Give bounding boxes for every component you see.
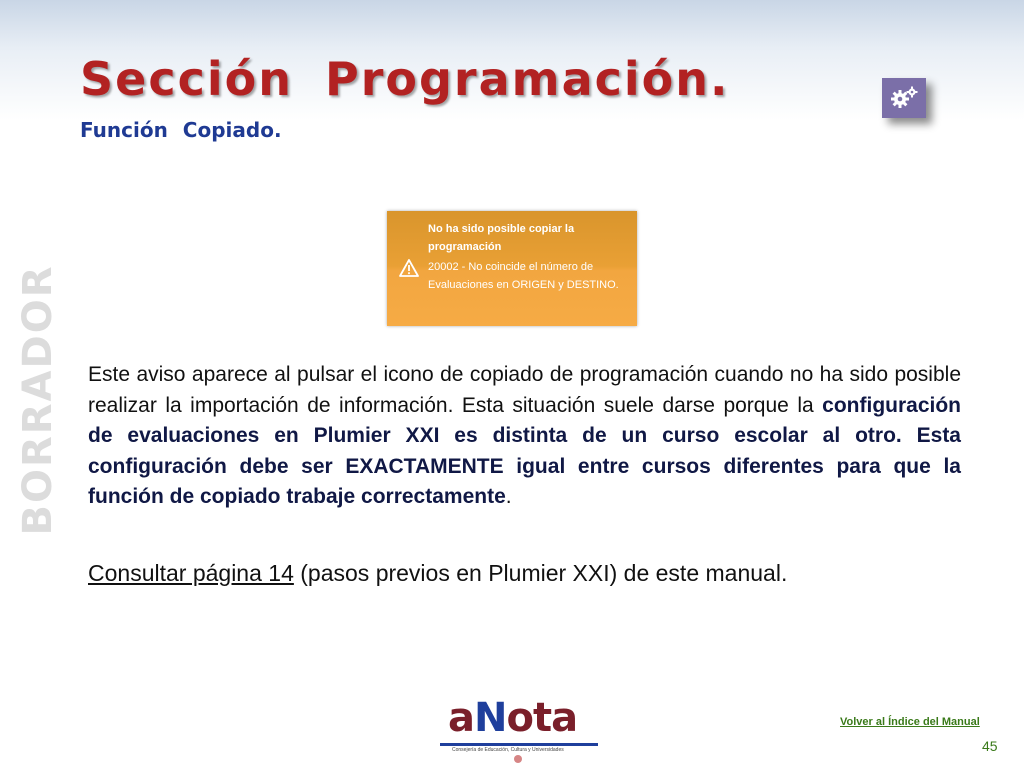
logo-n: N xyxy=(474,695,507,741)
consult-line xyxy=(88,560,961,587)
page-number: 45 xyxy=(982,738,998,754)
description-paragraph xyxy=(88,360,961,513)
consult-text: (pasos previos en Plumier XXI) de este manual. xyxy=(293,560,788,586)
alert-message: 20002 - No coincide el número de Evaluaciones en ORIGEN y DESTINO. xyxy=(428,261,619,291)
logo-wordmark xyxy=(448,695,577,741)
logo-underline xyxy=(440,743,598,746)
logo-caption: Consejería de Educación, Cultura y Universidades xyxy=(452,747,564,753)
description-text-c: . xyxy=(505,485,512,508)
logo-rest: ota xyxy=(506,695,578,741)
description-bold-text: configuración de evaluaciones en Plumier XXI es distinta de un curso escolar al otro. Esta configuración debe ser EXACTAMENTE igual entre cursos diferentes para que la función de copiado trabaje correctamente xyxy=(88,393,961,508)
watermark-text: BORRADOR xyxy=(15,264,61,536)
error-alert xyxy=(387,211,637,326)
description-text-a: Este aviso aparece al pulsar el icono de copiado de programación cuando no ha sido posible realizar la importación de información. Esta situación suele darse porque la xyxy=(88,363,961,417)
page-subtitle: Función Copiado. xyxy=(80,118,282,142)
gears-icon-graphic xyxy=(889,85,919,111)
region-seal-icon xyxy=(514,755,522,763)
page-title: Sección Programación. xyxy=(80,52,730,106)
gears-icon xyxy=(882,78,926,118)
logo-a: a xyxy=(448,695,474,741)
anota-logo xyxy=(440,695,600,765)
back-to-index-link[interactable]: Volver al Índice del Manual xyxy=(840,716,980,728)
warning-icon xyxy=(399,259,419,277)
alert-title: No ha sido posible copiar la programación xyxy=(428,223,575,253)
consult-page-link[interactable]: Consultar página 14 xyxy=(88,560,294,586)
draft-watermark xyxy=(8,264,68,536)
